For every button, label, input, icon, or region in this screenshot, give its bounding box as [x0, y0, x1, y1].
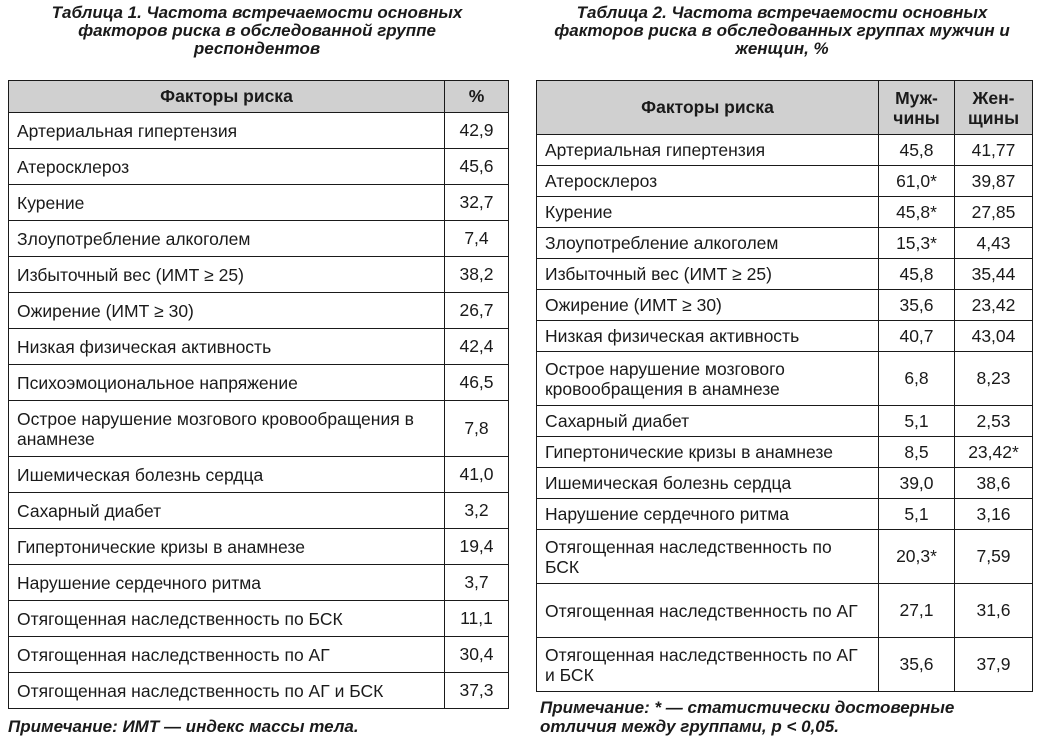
risk-factor-cell: Ишемическая болезнь сердца: [9, 457, 445, 493]
risk-factor-cell: Ожирение (ИМТ ≥ 30): [9, 293, 445, 329]
value-cell: 5,1: [879, 406, 955, 437]
value-cell: 27,1: [879, 584, 955, 638]
value-cell: 7,8: [445, 401, 509, 457]
risk-factor-cell: Отягощенная наследственность по БСК: [537, 530, 879, 584]
risk-factor-cell: Артериальная гипертензия: [9, 113, 445, 149]
value-cell: 6,8: [879, 352, 955, 406]
table-row: [537, 259, 1033, 290]
value-cell: 3,2: [445, 493, 509, 529]
value-cell: 45,8: [879, 259, 955, 290]
table-row: [537, 584, 1033, 638]
value-cell: 2,53: [955, 406, 1033, 437]
risk-factor-cell: Гипертонические кризы в анамнезе: [537, 437, 879, 468]
value-cell: 3,16: [955, 499, 1033, 530]
value-cell: 23,42: [955, 290, 1033, 321]
value-cell: 20,3*: [879, 530, 955, 584]
table-row: [537, 290, 1033, 321]
table-row: [9, 529, 509, 565]
table-row: [9, 149, 509, 185]
table-row: [537, 197, 1033, 228]
value-cell: 39,0: [879, 468, 955, 499]
table2-title: Таблица 2. Частота встречаемости основных факторов риска в обследованных группах мужчин и женщин, %: [554, 3, 1010, 58]
risk-factor-cell: Отягощенная наследственность по АГ: [9, 637, 445, 673]
table2-note: Примечание: * — статистически достоверные отличия между группами, р < 0,05.: [540, 698, 955, 736]
table-row: [537, 499, 1033, 530]
table-row: [9, 637, 509, 673]
table2-header-women: Жен- щины: [955, 81, 1033, 135]
risk-factor-cell: Низкая физическая активность: [537, 321, 879, 352]
table-row: [537, 530, 1033, 584]
risk-factor-cell: Злоупотребление алкоголем: [537, 228, 879, 259]
value-cell: 23,42*: [955, 437, 1033, 468]
table-row: [537, 228, 1033, 259]
table-row: [9, 601, 509, 637]
risk-factor-cell: Сахарный диабет: [9, 493, 445, 529]
value-cell: 11,1: [445, 601, 509, 637]
value-cell: 43,04: [955, 321, 1033, 352]
value-cell: 19,4: [445, 529, 509, 565]
risk-factor-cell: Острое нарушение мозгового кровообращения в анамнезе: [9, 401, 445, 457]
value-cell: 4,43: [955, 228, 1033, 259]
risk-factor-cell: Отягощенная наследственность по АГ и БСК: [537, 638, 879, 692]
table1-header-percent: %: [445, 81, 509, 113]
table-row: [537, 468, 1033, 499]
risk-factor-cell: Острое нарушение мозгового кровообращения в анамнезе: [537, 352, 879, 406]
value-cell: 61,0*: [879, 166, 955, 197]
value-cell: 27,85: [955, 197, 1033, 228]
value-cell: 46,5: [445, 365, 509, 401]
value-cell: 31,6: [955, 584, 1033, 638]
value-cell: 15,3*: [879, 228, 955, 259]
value-cell: 30,4: [445, 637, 509, 673]
risk-factor-cell: Сахарный диабет: [537, 406, 879, 437]
value-cell: 45,8*: [879, 197, 955, 228]
value-cell: 38,2: [445, 257, 509, 293]
value-cell: 41,77: [955, 135, 1033, 166]
risk-factor-cell: Отягощенная наследственность по АГ и БСК: [9, 673, 445, 709]
risk-factor-cell: Курение: [537, 197, 879, 228]
table1: [8, 80, 509, 709]
table-row: [537, 352, 1033, 406]
risk-factor-cell: Избыточный вес (ИМТ ≥ 25): [9, 257, 445, 293]
table-row: [537, 166, 1033, 197]
value-cell: 5,1: [879, 499, 955, 530]
table-row: [9, 113, 509, 149]
table-row: [9, 293, 509, 329]
value-cell: 38,6: [955, 468, 1033, 499]
value-cell: 45,8: [879, 135, 955, 166]
risk-factor-cell: Нарушение сердечного ритма: [9, 565, 445, 601]
value-cell: 8,23: [955, 352, 1033, 406]
table-row: [9, 457, 509, 493]
table-row: [537, 638, 1033, 692]
table-row: [9, 565, 509, 601]
value-cell: 45,6: [445, 149, 509, 185]
table-row: [9, 365, 509, 401]
value-cell: 35,6: [879, 638, 955, 692]
table1-header-factors: Факторы риска: [9, 81, 445, 113]
risk-factor-cell: Ожирение (ИМТ ≥ 30): [537, 290, 879, 321]
table-row: [9, 221, 509, 257]
risk-factor-cell: Гипертонические кризы в анамнезе: [9, 529, 445, 565]
table-row: [9, 673, 509, 709]
value-cell: 3,7: [445, 565, 509, 601]
value-cell: 35,6: [879, 290, 955, 321]
table1-note: Примечание: ИМТ — индекс массы тела.: [8, 717, 359, 736]
risk-factor-cell: Психоэмоциональное напряжение: [9, 365, 445, 401]
table1-title: Таблица 1. Частота встречаемости основных факторов риска в обследованной группе респондентов: [51, 3, 463, 58]
risk-factor-cell: Отягощенная наследственность по АГ: [537, 584, 879, 638]
value-cell: 37,3: [445, 673, 509, 709]
table-row: [537, 321, 1033, 352]
value-cell: 40,7: [879, 321, 955, 352]
table-row: [9, 185, 509, 221]
table2-header-men: Муж- чины: [879, 81, 955, 135]
table-row: [9, 329, 509, 365]
risk-factor-cell: Нарушение сердечного ритма: [537, 499, 879, 530]
value-cell: 7,4: [445, 221, 509, 257]
risk-factor-cell: Избыточный вес (ИМТ ≥ 25): [537, 259, 879, 290]
risk-factor-cell: Атеросклероз: [537, 166, 879, 197]
value-cell: 39,87: [955, 166, 1033, 197]
table2: [536, 80, 1033, 692]
table-row: [537, 406, 1033, 437]
value-cell: 41,0: [445, 457, 509, 493]
risk-factor-cell: Злоупотребление алкоголем: [9, 221, 445, 257]
value-cell: 32,7: [445, 185, 509, 221]
table-row: [537, 135, 1033, 166]
risk-factor-cell: Ишемическая болезнь сердца: [537, 468, 879, 499]
table-row: [9, 401, 509, 457]
risk-factor-cell: Отягощенная наследственность по БСК: [9, 601, 445, 637]
table-row: [9, 493, 509, 529]
table2-header-factors: Факторы риска: [537, 81, 879, 135]
risk-factor-cell: Курение: [9, 185, 445, 221]
value-cell: 42,9: [445, 113, 509, 149]
value-cell: 37,9: [955, 638, 1033, 692]
value-cell: 7,59: [955, 530, 1033, 584]
risk-factor-cell: Низкая физическая активность: [9, 329, 445, 365]
value-cell: 35,44: [955, 259, 1033, 290]
risk-factor-cell: Атеросклероз: [9, 149, 445, 185]
risk-factor-cell: Артериальная гипертензия: [537, 135, 879, 166]
table-row: [537, 437, 1033, 468]
value-cell: 42,4: [445, 329, 509, 365]
value-cell: 8,5: [879, 437, 955, 468]
value-cell: 26,7: [445, 293, 509, 329]
table-row: [9, 257, 509, 293]
